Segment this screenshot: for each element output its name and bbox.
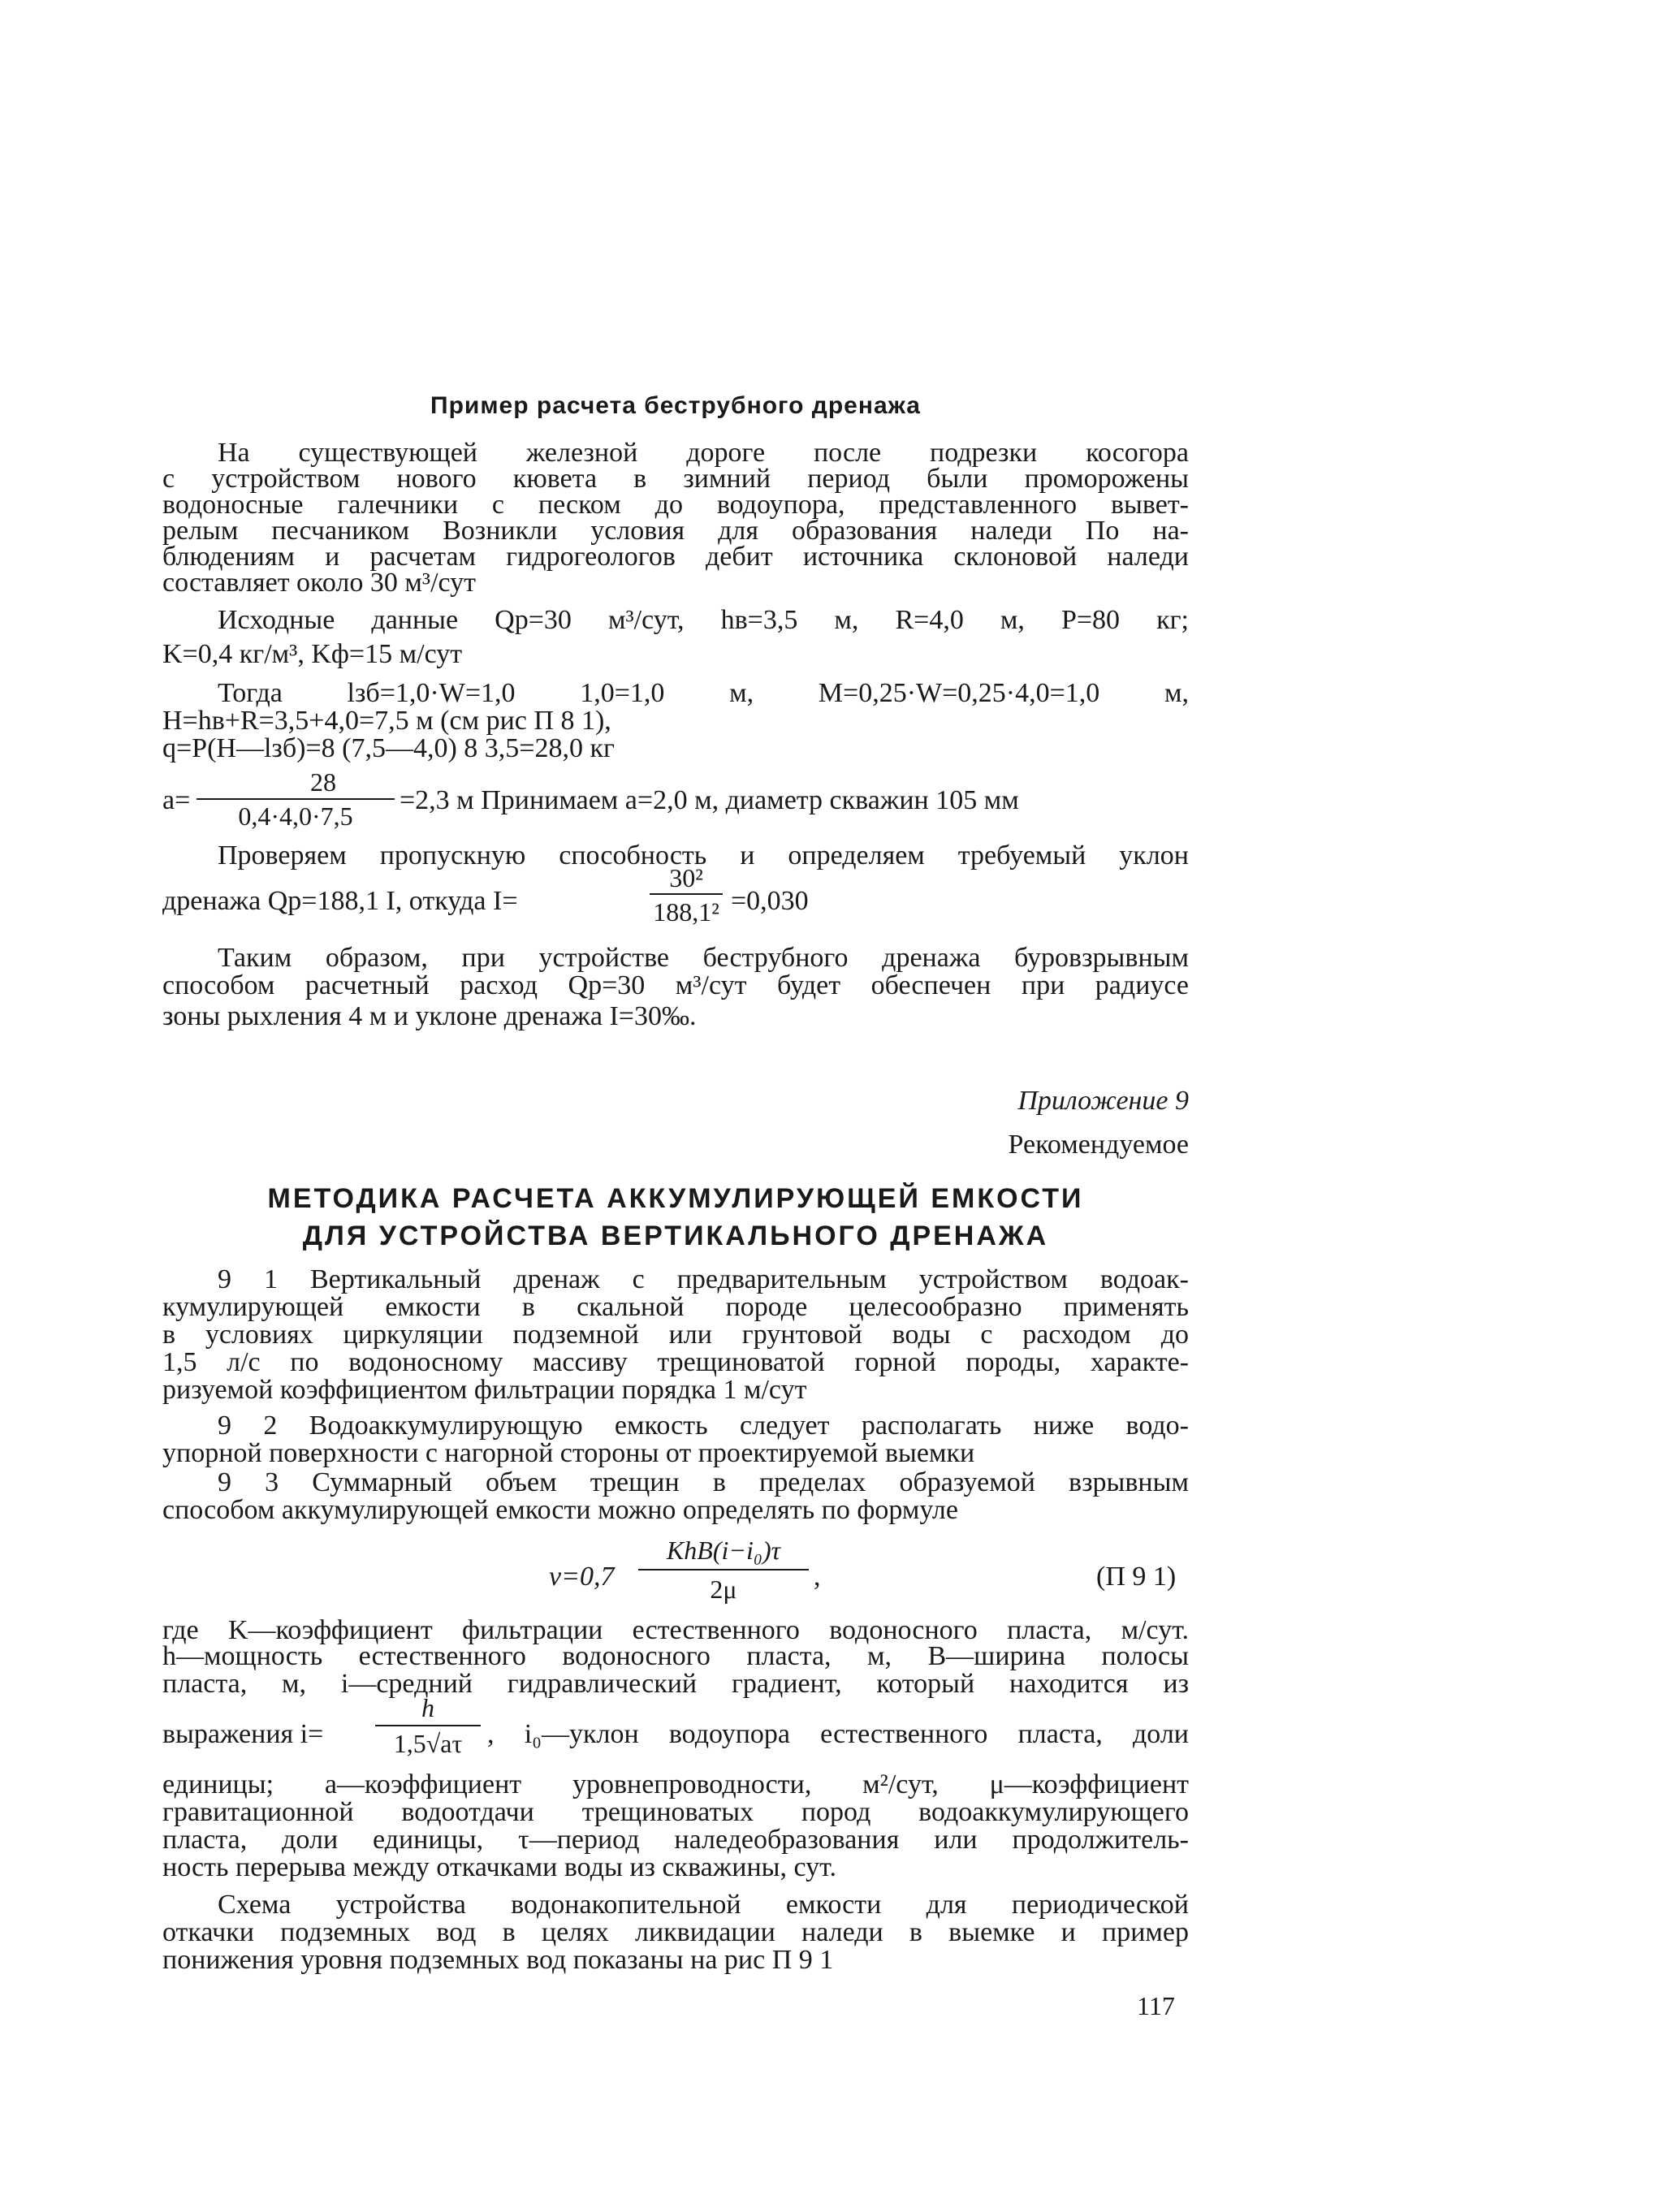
text-line: кумулирующей емкости в скальной породе целесообразно применять [162,1292,1189,1322]
formula-numerator: KhB(i−i₀)τ [666,1536,781,1565]
text-line: пласта, м, i—средний гидравлический градиент, который находится из [162,1669,1189,1699]
section-title-drainage-example: Пример расчета беструбного дренажа [430,392,921,419]
text-line: 9 1 Вертикальный дренаж с предварительным устройством водоак- [218,1264,1189,1294]
text-line: ность перерыва между откачками воды из скважины, сут. [162,1852,836,1882]
calc-a-prefix: a= [162,785,191,815]
text-line: где K—коэффициент фильтрации естественного водоносного пласта, м/сут. [162,1615,1189,1645]
source-data-line: K=0,4 кг/м³, Kф=15 м/сут [162,639,463,669]
text-line: блюдениям и расчетам гидрогеологов дебит источника склоновой наледи [162,542,1189,572]
text-line: с устройством нового кювета в зимний период были проморожены [162,464,1189,494]
fraction-denominator: 0,4·4,0·7,5 [238,801,353,831]
text-line: водоносные галечники с песком до водоупора, представленного вывет- [162,490,1189,520]
text-line: понижения уровня подземных вод показаны на рис П 9 1 [162,1945,834,1975]
text-line: пласта, доли единицы, τ—период наледеобразования или продолжитель- [162,1825,1189,1855]
text-line: h—мощность естественного водоносного пласта, м, B—ширина полосы [162,1641,1189,1671]
check-result: =0,030 [731,886,809,916]
text-line: 1,5 л/с по водоносному массиву трещиноватой горной породы, характе- [162,1347,1189,1377]
fraction-bar [650,893,723,895]
page-number: 117 [1137,1991,1175,2020]
fraction-bar [375,1725,481,1726]
text-line: единицы; a—коэффициент уровнепроводности, м²/сут, μ—коэффициент [162,1769,1189,1799]
formula-comma: , [814,1562,821,1592]
formula-denominator: 2μ [710,1575,737,1604]
expression-prefix: выражения i= [162,1719,324,1749]
text-line: гравитационной водоотдачи трещиноватых пород водоаккумулирующего [162,1797,1189,1827]
text-line: зоны рыхления 4 м и уклоне дренажа I=30‰. [162,1001,697,1031]
text-line: составляет около 30 м³/сут [162,568,477,598]
check-line: Проверяем пропускную способность и определяем требуемый уклон [218,840,1189,871]
section-title-line1: МЕТОДИКА РАСЧЕТА АККУМУЛИРУЮЩЕЙ ЕМКОСТИ [267,1183,1084,1214]
appendix-note: Рекомендуемое [1008,1130,1189,1160]
section-title-line2: ДЛЯ УСТРОЙСТВА ВЕРТИКАЛЬНОГО ДРЕНАЖА [302,1220,1049,1251]
fraction-bar [197,798,395,800]
expression-suffix: , i₀—уклон водоупора естественного пласта, доли [487,1719,1189,1749]
formula-number: (П 9 1) [1096,1562,1177,1592]
check-line: дренажа Qр=188,1 I, откуда I= [162,886,518,916]
appendix-label: Приложение 9 [1017,1086,1189,1116]
fraction-denominator: 1,5√aτ [393,1729,463,1758]
text-line: 9 3 Суммарный объем трещин в пределах образуемой взрывным [218,1467,1189,1497]
source-data-line: Исходные данные Qр=30 м³/сут, hв=3,5 м, R=4,0 м, P=80 кг; [218,605,1189,635]
text-line: ризуемой коэффициентом фильтрации порядка 1 м/сут [162,1375,807,1405]
formula-prefix: v=0,7 [549,1562,615,1592]
text-line: упорной поверхности с нагорной стороны от проектируемой выемки [162,1438,975,1468]
text-line: Схема устройства водонакопительной емкости для периодической [218,1890,1189,1920]
text-line: 9 2 Водоаккумулирующую емкость следует располагать ниже водо- [218,1411,1189,1441]
text-line: откачки подземных вод в целях ликвидации наледи в выемке и пример [162,1917,1189,1947]
text-line: релым песчаником Возникли условия для образования наледи По на- [162,516,1189,546]
fraction-numerator: 30² [669,863,703,892]
calc-line: H=hв+R=3,5+4,0=7,5 м (см рис П 8 1), [162,706,611,736]
formula-bar [638,1569,809,1570]
text-line: способом расчетный расход Qр=30 м³/сут будет обеспечен при радиусе [162,970,1189,1000]
fraction-denominator: 188,1² [653,897,719,927]
text-line: Таким образом, при устройстве беструбного дренажа буровзрывным [218,943,1189,973]
calc-line: Тогда lзб=1,0·W=1,0 1,0=1,0 м, M=0,25·W=0,25·4,0=1,0 м, [218,678,1189,708]
fraction-numerator: h [421,1693,434,1722]
text-line: способом аккумулирующей емкости можно определять по формуле [162,1495,958,1525]
text-line: в условиях циркуляции подземной или грунтовой воды с расходом до [162,1320,1189,1350]
fraction-numerator: 28 [310,767,336,797]
text-line: На существующей железной дороге после подрезки косогора [218,438,1189,468]
calc-a-result: =2,3 м Принимаем a=2,0 м, диаметр скважин 105 мм [400,785,1019,815]
calc-line: q=P(H—lзб)=8 (7,5—4,0) 8 3,5=28,0 кг [162,733,615,763]
